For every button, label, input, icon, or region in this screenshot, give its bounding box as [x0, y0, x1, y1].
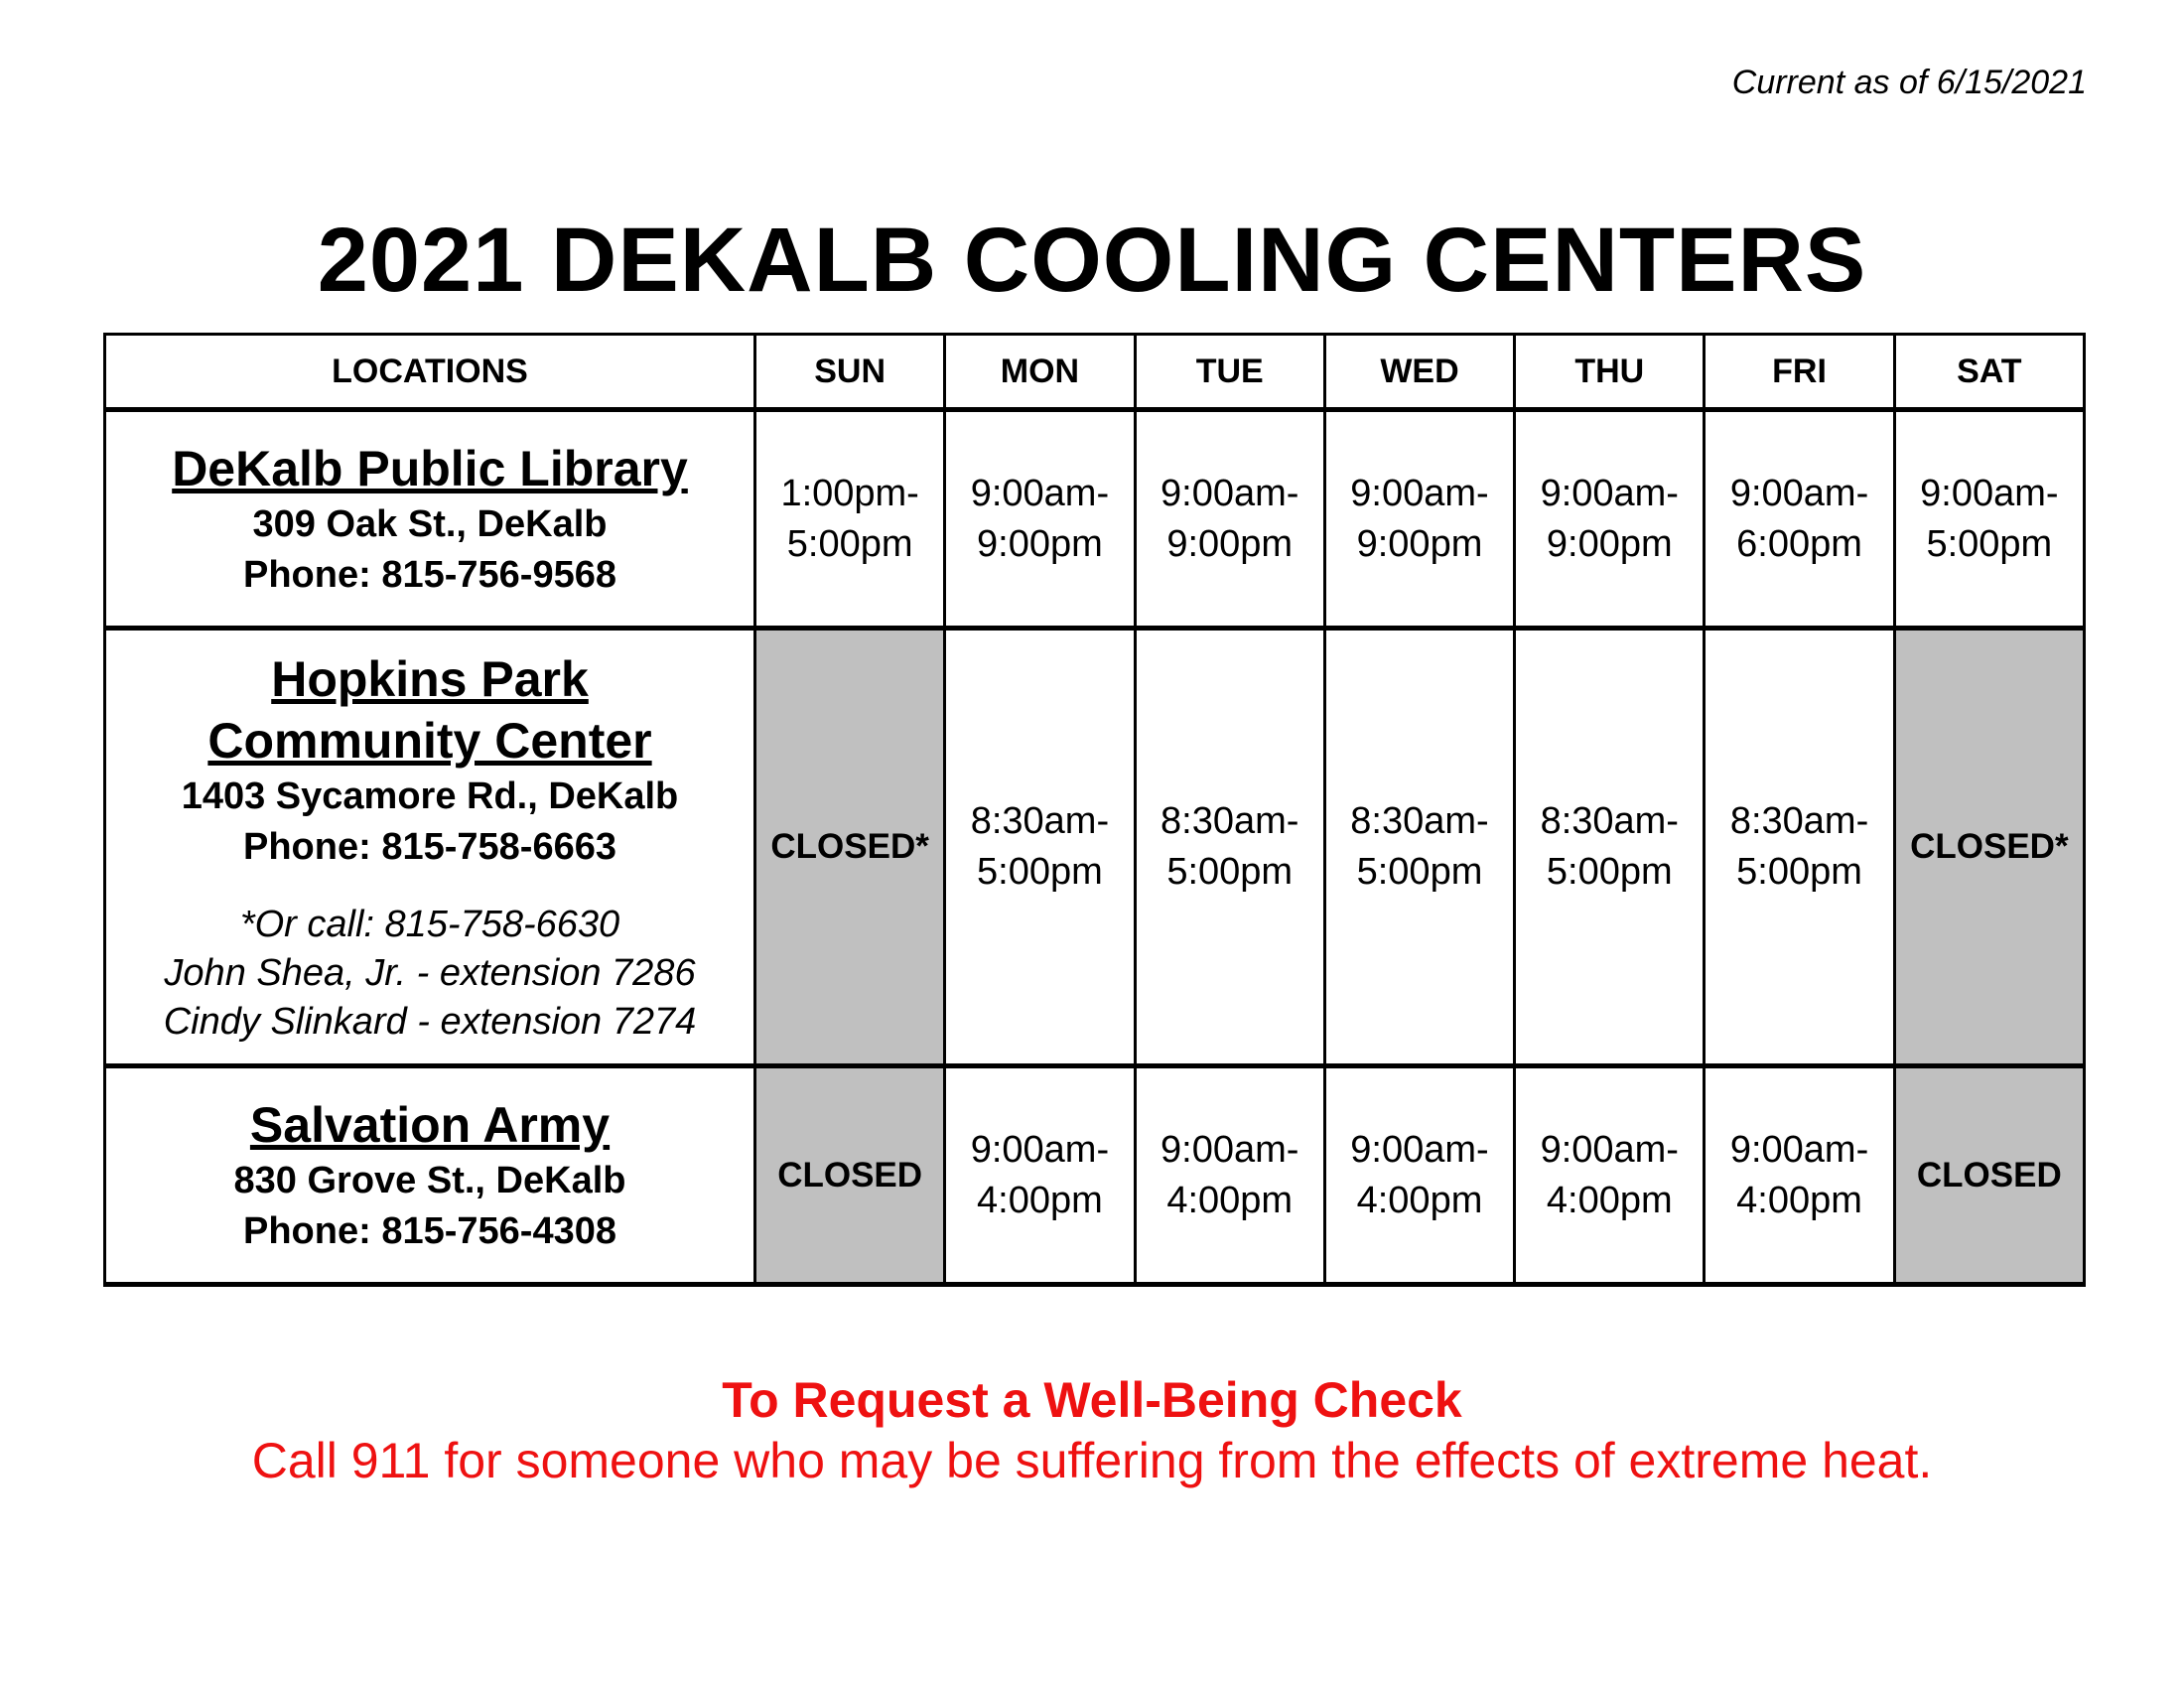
- hours-end: 9:00pm: [1166, 522, 1294, 565]
- hours-start: 9:00am-: [1350, 1128, 1489, 1171]
- spacer: [106, 873, 753, 901]
- location-name: Salvation Army: [249, 1096, 611, 1153]
- hours-cell-mon: [945, 629, 1135, 1066]
- hours-end: 5:00pm: [786, 522, 913, 565]
- closed-cell-sat: CLOSED: [1894, 1066, 2084, 1285]
- table-row: [105, 629, 2085, 1066]
- hours-start: 9:00am-: [1160, 472, 1299, 514]
- hours-cell-tue: [1135, 629, 1324, 1066]
- hours-end: 4:00pm: [1166, 1179, 1294, 1221]
- table-row: [105, 410, 2085, 629]
- location-note: *Or call: 815-758-6630: [239, 903, 620, 945]
- page-title: 2021 DEKALB COOLING CENTERS: [317, 210, 1867, 311]
- closed-cell-sun: CLOSED*: [755, 629, 945, 1066]
- location-name-line2: Community Center: [207, 712, 652, 769]
- hours-end: 5:00pm: [1546, 851, 1673, 893]
- hours-start: 8:30am-: [970, 800, 1110, 842]
- header-sun: SUN: [755, 335, 945, 410]
- location-cell: [105, 629, 755, 1066]
- table-header-row: [105, 335, 2085, 410]
- hours-start: 1:00pm-: [780, 472, 919, 514]
- location-name: DeKalb Public Library: [172, 440, 688, 496]
- hours-cell-fri: [1705, 410, 1894, 629]
- hours-end: 4:00pm: [1356, 1179, 1483, 1221]
- hours-cell-sun: [755, 410, 945, 629]
- location-note: Cindy Slinkard - extension 7274: [163, 1000, 697, 1043]
- hours-start: 8:30am-: [1729, 800, 1869, 842]
- closed-cell-sun: CLOSED: [755, 1066, 945, 1285]
- hours-end: 5:00pm: [977, 851, 1103, 893]
- hours-start: 9:00am-: [1540, 1128, 1679, 1171]
- header-fri: FRI: [1705, 335, 1894, 410]
- header-tue: TUE: [1135, 335, 1324, 410]
- table-row: [105, 1066, 2085, 1285]
- hours-end: 6:00pm: [1736, 522, 1862, 565]
- hours-cell-tue: [1135, 1066, 1324, 1285]
- header-sat: SAT: [1894, 335, 2084, 410]
- cooling-centers-table: [103, 333, 2086, 1287]
- hours-end: 4:00pm: [1546, 1179, 1673, 1221]
- notice-title: To Request a Well-Being Check: [722, 1372, 1462, 1428]
- hours-cell-fri: [1705, 629, 1894, 1066]
- hours-cell-fri: [1705, 1066, 1894, 1285]
- hours-cell-wed: [1324, 629, 1514, 1066]
- hours-cell-wed: [1324, 1066, 1514, 1285]
- hours-start: 9:00am-: [1729, 1128, 1869, 1171]
- hours-cell-sat: [1894, 410, 2084, 629]
- hours-start: 8:30am-: [1350, 800, 1489, 842]
- location-address: 830 Grove St., DeKalb: [233, 1159, 626, 1201]
- hours-end: 5:00pm: [1166, 851, 1294, 893]
- hours-cell-wed: [1324, 410, 1514, 629]
- hours-start: 8:30am-: [1540, 800, 1679, 842]
- hours-end: 5:00pm: [1356, 851, 1483, 893]
- hours-start: 9:00am-: [1920, 472, 2059, 514]
- hours-cell-mon: [945, 1066, 1135, 1285]
- hours-start: 9:00am-: [1160, 1128, 1299, 1171]
- hours-end: 9:00pm: [1546, 522, 1673, 565]
- location-cell: [105, 410, 755, 629]
- hours-start: 9:00am-: [970, 1128, 1110, 1171]
- hours-end: 5:00pm: [1926, 522, 2053, 565]
- hours-start: 9:00am-: [970, 472, 1110, 514]
- hours-start: 9:00am-: [1350, 472, 1489, 514]
- hours-start: 8:30am-: [1160, 800, 1299, 842]
- hours-end: 5:00pm: [1736, 851, 1862, 893]
- hours-start: 9:00am-: [1540, 472, 1679, 514]
- location-address: 309 Oak St., DeKalb: [252, 502, 608, 545]
- hours-start: 9:00am-: [1729, 472, 1869, 514]
- well-being-check-notice: [0, 1370, 2184, 1491]
- hours-end: 9:00pm: [1356, 522, 1483, 565]
- hours-cell-mon: [945, 410, 1135, 629]
- location-name-line1: Hopkins Park: [271, 650, 589, 707]
- header-mon: MON: [945, 335, 1135, 410]
- hours-end: 4:00pm: [1736, 1179, 1862, 1221]
- header-wed: WED: [1324, 335, 1514, 410]
- current-as-of-date: Current as of 6/15/2021: [1731, 64, 2087, 101]
- hours-cell-thu: [1515, 410, 1705, 629]
- location-phone: Phone: 815-758-6663: [243, 825, 616, 868]
- header-thu: THU: [1515, 335, 1705, 410]
- hours-cell-thu: [1515, 629, 1705, 1066]
- location-phone: Phone: 815-756-4308: [243, 1209, 616, 1252]
- location-phone: Phone: 815-756-9568: [243, 553, 616, 596]
- notice-text: Call 911 for someone who may be suffering from the effects of extreme heat.: [251, 1433, 1933, 1488]
- header-locations: LOCATIONS: [105, 335, 755, 410]
- hours-end: 4:00pm: [977, 1179, 1103, 1221]
- location-address: 1403 Sycamore Rd., DeKalb: [181, 774, 679, 817]
- hours-end: 9:00pm: [977, 522, 1103, 565]
- location-cell: [105, 1066, 755, 1285]
- hours-cell-thu: [1515, 1066, 1705, 1285]
- hours-cell-tue: [1135, 410, 1324, 629]
- location-note: John Shea, Jr. - extension 7286: [164, 951, 696, 994]
- closed-cell-sat: CLOSED*: [1894, 629, 2084, 1066]
